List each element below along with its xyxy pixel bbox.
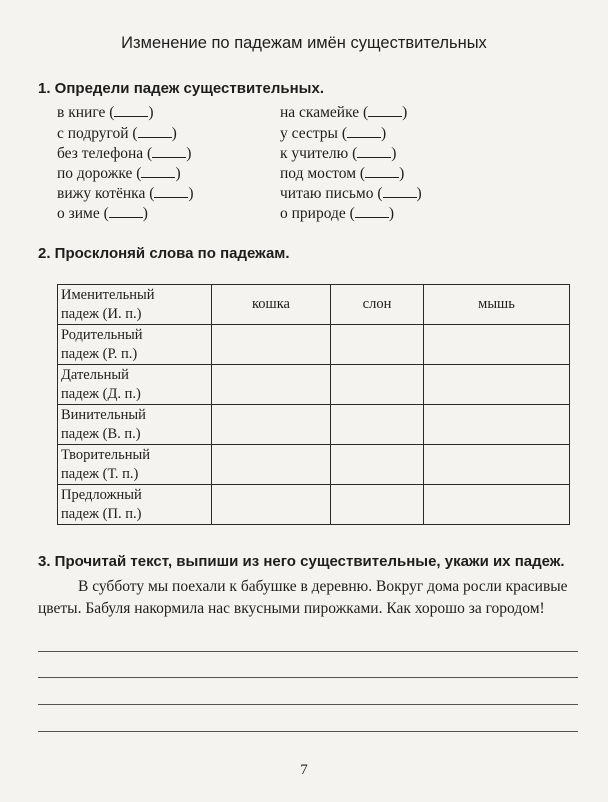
answer-line[interactable] — [38, 704, 578, 705]
answer-blank[interactable] — [141, 164, 175, 178]
answer-cell[interactable] — [212, 405, 331, 445]
answer-cell[interactable] — [424, 365, 570, 405]
answer-line[interactable] — [38, 651, 578, 652]
answer-cell[interactable] — [331, 445, 424, 485]
declension-table — [57, 284, 570, 525]
reading-text: В субботу мы поехали к бабушке в деревню. Вокруг дома росли красивые цветы. Бабуля накормила нас вкусными пирожками. Как хорошо за городом! — [38, 578, 568, 617]
task1-item: читаю письмо ( ) — [280, 185, 422, 202]
task1-item: под мостом ( ) — [280, 165, 405, 182]
task1-item: о природе ( ) — [280, 205, 394, 222]
task1-item: по дорожке ( ) — [57, 165, 181, 182]
answer-cell[interactable] — [424, 405, 570, 445]
case-cell: Предложный падеж (П. п.) — [58, 485, 212, 525]
answer-blank[interactable] — [138, 124, 172, 138]
task1-heading: 1. Определи падеж существительных. — [38, 80, 324, 97]
answer-blank[interactable] — [154, 184, 188, 198]
answer-cell[interactable] — [424, 485, 570, 525]
answer-blank[interactable] — [357, 144, 391, 158]
case-cell: Винительный падеж (В. п.) — [58, 405, 212, 445]
answer-cell[interactable] — [331, 325, 424, 365]
task3-heading: 3. Прочитай текст, выпиши из него существительные, укажи их падеж. — [38, 553, 565, 570]
task1-item: о зиме ( ) — [57, 205, 148, 222]
answer-cell[interactable] — [212, 445, 331, 485]
answer-cell[interactable] — [331, 405, 424, 445]
task1-item: вижу котёнка ( ) — [57, 185, 194, 202]
table-row — [58, 485, 570, 525]
answer-cell[interactable] — [331, 365, 424, 405]
answer-blank[interactable] — [368, 103, 402, 117]
word-header: слон — [331, 285, 424, 325]
answer-line[interactable] — [38, 677, 578, 678]
table-row — [58, 445, 570, 485]
case-cell: Именительный падеж (И. п.) — [58, 285, 212, 325]
answer-blank[interactable] — [109, 204, 143, 218]
case-cell: Творительный падеж (Т. п.) — [58, 445, 212, 485]
task1-item: у сестры ( ) — [280, 125, 387, 142]
table-row — [58, 365, 570, 405]
answer-blank[interactable] — [152, 144, 186, 158]
answer-blank[interactable] — [355, 204, 389, 218]
page-title: Изменение по падежам имён существительных — [121, 34, 487, 52]
case-cell: Родительный падеж (Р. п.) — [58, 325, 212, 365]
answer-blank[interactable] — [383, 184, 417, 198]
answer-blank[interactable] — [114, 103, 148, 117]
task2-heading: 2. Просклоняй слова по падежам. — [38, 245, 290, 262]
task1-item: с подругой ( ) — [57, 125, 177, 142]
word-header: мышь — [424, 285, 570, 325]
table-row — [58, 405, 570, 445]
word-header: кошка — [212, 285, 331, 325]
task1-item: без телефона ( ) — [57, 145, 192, 162]
task1-item: в книге ( ) — [57, 104, 154, 121]
table-row — [58, 285, 570, 325]
answer-cell[interactable] — [424, 445, 570, 485]
task1-item: к учителю ( ) — [280, 145, 397, 162]
answer-blank[interactable] — [347, 124, 381, 138]
table-row — [58, 325, 570, 365]
answer-cell[interactable] — [424, 325, 570, 365]
answer-cell[interactable] — [212, 365, 331, 405]
case-cell: Дательный падеж (Д. п.) — [58, 365, 212, 405]
answer-blank[interactable] — [365, 164, 399, 178]
task1-item: на скамейке ( ) — [280, 104, 408, 121]
answer-line[interactable] — [38, 731, 578, 732]
answer-cell[interactable] — [331, 485, 424, 525]
answer-cell[interactable] — [212, 325, 331, 365]
page-number: 7 — [300, 762, 308, 778]
answer-cell[interactable] — [212, 485, 331, 525]
